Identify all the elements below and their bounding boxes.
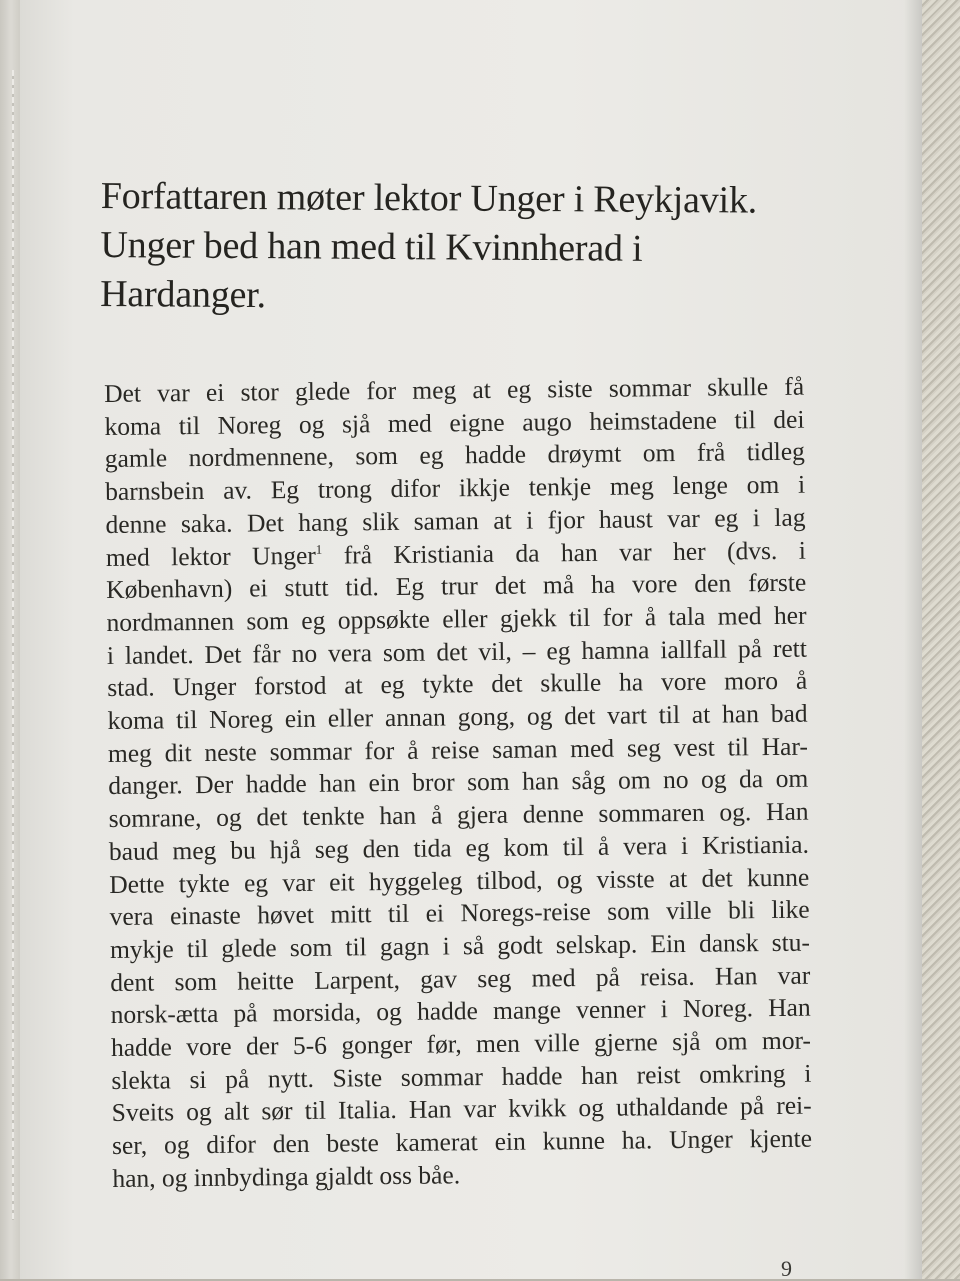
- text-segment: med lektor Unger: [105, 540, 316, 572]
- footnote-marker: 1: [315, 541, 323, 557]
- text-line: ser, og difor den beste kamerat ein kunne ha. Unger kjente: [111, 1123, 813, 1161]
- text-line: Det var ei stor glede for meg at eg siste sommar skulle få: [104, 371, 805, 408]
- text-line: somrane, og det tenkte han å gjera denne sommaren og. Han: [108, 796, 809, 834]
- text-line: i landet. Det får no vera som det vil, – eg hamna iallfall på rett: [106, 633, 808, 670]
- text-line: koma til Noreg ein eller annan gong, og det vart til at han bad: [107, 698, 808, 736]
- heading-line: Hardanger.: [100, 272, 267, 317]
- page-number: 9: [781, 1256, 792, 1281]
- text-line: hadde vore der 5-6 gonger før, men ville gjerne sjå om mor-: [110, 1025, 812, 1063]
- text-line: barnsbein av. Eg trong difor ikkje tenkje meg lenge om i: [105, 469, 806, 507]
- text-line: stad. Unger forstod at eg tykte det skulle ha vore moro å: [107, 665, 808, 703]
- text-line: vera einaste høvet mitt til ei Noregs-reise som ville bli like: [109, 894, 810, 932]
- text-line: baud meg bu hjå seg den tida eg kom til å vera i Kristiania.: [108, 829, 810, 866]
- text-line: Dette tykte eg var eit hyggeleg tilbod, og visste at det kunne: [109, 862, 810, 899]
- text-line: gamle nordmennene, som eg hadde drøymt om frå tidleg: [104, 437, 805, 474]
- previous-page-edge: [0, 0, 20, 1279]
- fabric-background: [922, 0, 960, 1279]
- text-line: mykje til glede som til gagn i så godt selskap. Ein dansk stu-: [109, 927, 811, 964]
- binding-stitch: [12, 70, 14, 1220]
- chapter-heading: [100, 172, 821, 324]
- text-line: koma til Noreg og sjå med eigne augo heimstadene til dei: [104, 404, 805, 441]
- text-line: han, og innbydinga gjaldt oss båe.: [112, 1160, 461, 1193]
- text-line: danger. Der hadde han ein bror som han såg om no og da om: [108, 764, 809, 801]
- heading-line: Forfattaren møter lektor Unger i Reykjavik.: [100, 174, 758, 222]
- text-line: Sveits og alt sør til Italia. Han var kvikk og uthaldande på rei-: [111, 1091, 812, 1128]
- text-line: denne saka. Det hang slik saman at i fjor haust var eg i lag: [105, 502, 806, 539]
- heading-line: Unger bed han med til Kvinnherad i: [100, 223, 643, 270]
- text-line: nordmannen som eg oppsøkte eller gjekk til for å tala med her: [106, 600, 807, 637]
- text-line: dent som heitte Larpent, gav seg med på reisa. Han var: [110, 960, 811, 997]
- text-line: norsk-ætta på morsida, og hadde mange venner i Noreg. Han: [110, 992, 811, 1030]
- body-paragraph: [104, 371, 813, 1196]
- page-edge-shadow: [904, 0, 922, 1279]
- text-line: meg dit neste sommar for å reise saman med seg vest til Har-: [107, 731, 809, 768]
- text-line: København) ei stutt tid. Eg trur det må ha vore den første: [106, 567, 807, 605]
- text-line: slekta si på nytt. Siste sommar hadde han reist omkring i: [111, 1058, 812, 1095]
- text-segment: frå Kristiania da han var her (dvs. i: [343, 535, 806, 570]
